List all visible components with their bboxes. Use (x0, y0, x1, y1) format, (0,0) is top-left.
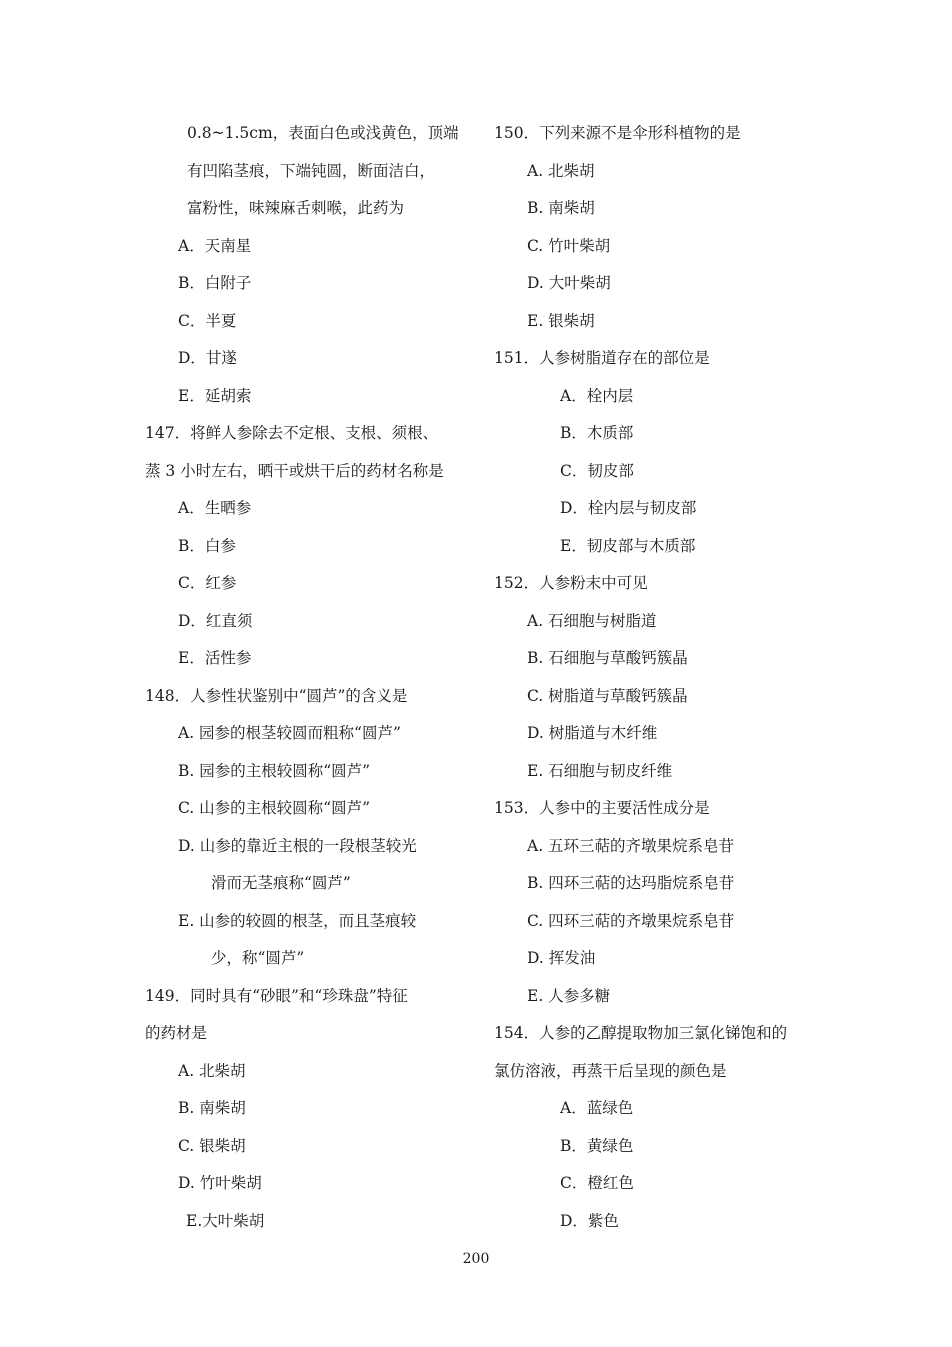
question-151-stem: 151．人参树脂道存在的部位是 (494, 349, 710, 367)
question-146-option-e: E．延胡索 (178, 386, 252, 405)
question-148-option-a: A. 园参的根茎较圆而粗称“圆芦” (178, 724, 401, 742)
question-147-option-c: C．红参 (178, 574, 237, 592)
question-149-stem: 149．同时具有“砂眼”和“珍珠盘”特征 (145, 986, 408, 1005)
question-152-option-b: B. 石细胞与草酸钙簇晶 (527, 649, 688, 667)
question-147-stem: 蒸 3 小时左右，晒干或烘干后的药材名称是 (145, 461, 444, 480)
question-151-option-d: D．栓内层与韧皮部 (560, 499, 697, 517)
question-149-option-d: D. 竹叶柴胡 (178, 1174, 262, 1192)
question-152-option-d: D. 树脂道与木纤维 (527, 724, 658, 742)
question-148-option-d-cont: 滑而无茎痕称“圆芦” (211, 874, 351, 892)
question-154-option-d: D．紫色 (560, 1211, 619, 1230)
question-152-option-a: A. 石细胞与树脂道 (527, 611, 657, 630)
question-148-option-e-cont: 少，称“圆芦” (211, 949, 305, 967)
question-152-option-c: C. 树脂道与草酸钙簇晶 (527, 686, 688, 705)
question-150-option-c: C. 竹叶柴胡 (527, 236, 611, 255)
question-154-option-b: B．黄绿色 (560, 1136, 634, 1155)
question-146-option-d: D．甘遂 (178, 349, 237, 367)
question-151-option-b: B．木质部 (560, 424, 634, 442)
left-column (145, 115, 475, 1240)
question-146-option-c: C．半夏 (178, 311, 237, 330)
question-146-text: 有凹陷茎痕，下端钝圆，断面洁白， (187, 161, 436, 180)
question-151-option-a: A．栓内层 (560, 386, 634, 405)
question-149-option-c: C. 银柴胡 (178, 1136, 246, 1155)
question-146-text: 0.8~1.5cm，表面白色或浅黄色，顶端 (187, 124, 459, 142)
question-151-option-e: E．韧皮部与木质部 (560, 536, 696, 555)
question-149-option-a: A. 北柴胡 (178, 1061, 246, 1080)
question-149-option-e: E.大叶柴胡 (186, 1211, 265, 1230)
question-148-stem: 148．人参性状鉴别中“圆芦”的含义是 (145, 686, 408, 705)
question-153-stem: 153．人参中的主要活性成分是 (494, 799, 710, 817)
question-154-option-c: C．橙红色 (560, 1174, 634, 1192)
question-154-stem: 154．人参的乙醇提取物加三氯化锑饱和的 (494, 1024, 788, 1042)
question-150-option-b: B. 南柴胡 (527, 199, 595, 217)
question-147-option-e: E．活性参 (178, 649, 252, 667)
question-154-stem: 氯仿溶液，再蒸干后呈现的颜色是 (494, 1061, 727, 1080)
question-151-option-c: C．韧皮部 (560, 461, 634, 480)
question-152-stem: 152．人参粉末中可见 (494, 574, 648, 592)
question-153-option-d: D. 挥发油 (527, 949, 596, 967)
question-154-option-a: A．蓝绿色 (560, 1099, 634, 1117)
question-148-option-e: E. 山参的较圆的根茎，而且茎痕较 (178, 911, 417, 930)
question-150-option-d: D. 大叶柴胡 (527, 274, 611, 292)
question-148-option-b: B. 园参的主根较圆称“圆芦” (178, 761, 371, 780)
question-150-option-e: E. 银柴胡 (527, 311, 595, 330)
page-number: 200 (462, 1251, 490, 1267)
question-146-option-a: A．天南星 (178, 236, 252, 255)
question-147-stem: 147．将鲜人参除去不定根、支根、须根、 (145, 424, 439, 442)
question-153-option-e: E. 人参多糖 (527, 986, 611, 1005)
question-147-option-a: A．生晒参 (178, 499, 252, 517)
question-148-option-d: D. 山参的靠近主根的一段根茎较光 (178, 836, 417, 855)
question-150-option-a: A. 北柴胡 (527, 161, 595, 180)
question-147-option-d: D．红直须 (178, 611, 253, 630)
question-148-option-c: C. 山参的主根较圆称“圆芦” (178, 799, 371, 817)
question-149-stem: 的药材是 (145, 1024, 208, 1042)
right-column (494, 115, 824, 1240)
question-152-option-e: E. 石细胞与韧皮纤维 (527, 761, 673, 780)
question-153-option-c: C. 四环三萜的齐墩果烷系皂苷 (527, 911, 735, 930)
question-147-option-b: B．白参 (178, 536, 236, 555)
question-150-stem: 150．下列来源不是伞形科植物的是 (494, 124, 741, 142)
question-146-option-b: B．白附子 (178, 274, 252, 292)
question-149-option-b: B. 南柴胡 (178, 1099, 246, 1117)
question-153-option-b: B. 四环三萜的达玛脂烷系皂苷 (527, 874, 735, 892)
question-153-option-a: A. 五环三萜的齐墩果烷系皂苷 (527, 836, 735, 855)
question-146-text: 富粉性，味辣麻舌刺喉，此药为 (187, 199, 405, 217)
